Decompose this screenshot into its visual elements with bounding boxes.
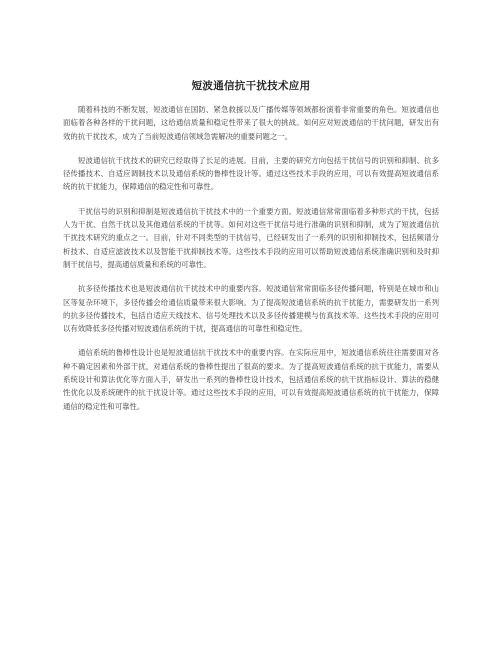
- paragraph-5: 通信系统的鲁棒性设计也是短波通信抗干扰技术中的重要内容。在实际应用中，短波通信系统往往需要面对各种不确定因素和外部干扰，对通信系统的鲁棒性提出了很高的要求。为了提高短波通信系统的抗干扰能力，需要从系统设计和算法优化等方面入手，研发出一系列的鲁棒性设计技术，包括通信系统的抗干扰指标设计、算法的稳健性优化以及系统硬件的抗干扰设计等。通过这些技术手段的应用，可以有效提高短波通信系统的抗干扰能力，保障通信的稳定性和可靠性。: [63, 348, 439, 411]
- paragraph-4: 抗多径传播技术也是短波通信抗干扰技术中的重要内容。短波通信常常面临多径传播问题，特别是在城市和山区等复杂环境下，多径传播会给通信质量带来很大影响。为了提高短波通信系统的抗干扰能力，需要研发出一系列的抗多径传播技术，包括自适应天线技术、信号处理技术以及多径传播建模与仿真技术等。这些技术手段的应用可以有效降低多径传播对短波通信系统的干扰，提高通信的可靠性和稳定性。: [63, 284, 439, 334]
- paragraph-1: 随着科技的不断发展，短波通信在国防、紧急救援以及广播传媒等领域都扮演着非常重要的角色。短波通信也面临着各种各样的干扰问题，这给通信质量和稳定性带来了很大的挑战。如何应对短波通信的干扰问题，研发出有效的抗干扰技术，成为了当前短波通信领域急需解决的重要问题之一。: [63, 105, 439, 141]
- document-body: [63, 103, 439, 424]
- paragraph-2: 短波通信抗干扰技术的研究已经取得了长足的进展。目前，主要的研究方向包括干扰信号的识别和抑制、抗多径传播技术、自适应调制技术以及通信系统的鲁棒性设计等。通过这些技术手段的应用，可以有效提高短波通信系统的抗干扰能力，保障通信的稳定性和可靠性。: [63, 155, 439, 192]
- paragraph-3: 干扰信号的识别和抑制是短波通信抗干扰技术中的一个重要方面。短波通信常常面临着多种形式的干扰，包括人为干扰、自然干扰以及其他通信系统的干扰等。如何对这些干扰信号进行准确的识别和抑制，成为了短波通信抗干扰技术研究的重点之一。目前，针对不同类型的干扰信号，已经研发出了一系列的识别和抑制技术，包括频谱分析技术、自适应滤波技术以及智能干扰抑制技术等。这些技术手段的应用可以帮助短波通信系统准确识别和及时抑制干扰信号，提高通信质量和系统的可靠性。: [63, 206, 439, 269]
- document-title: 短波通信抗干扰技术应用: [191, 80, 311, 92]
